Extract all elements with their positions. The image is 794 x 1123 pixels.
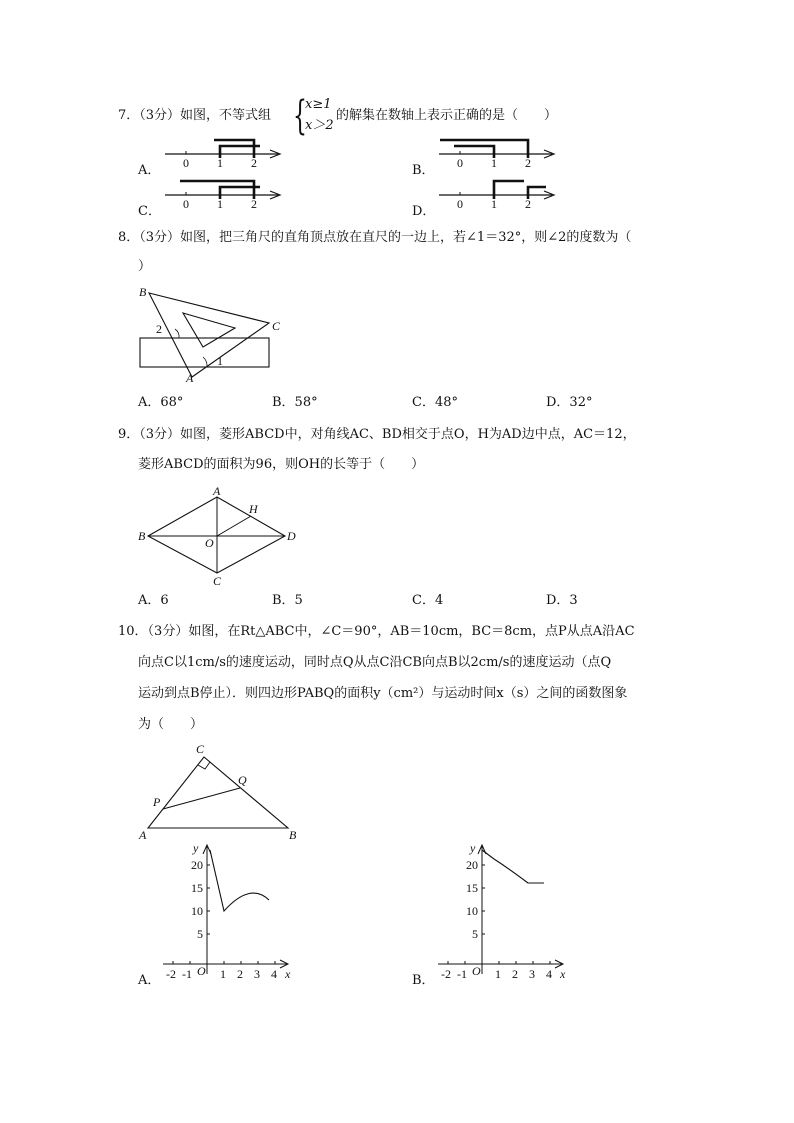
q10-right-triangle-figure	[135, 740, 305, 840]
x-tick-4: 4	[271, 967, 277, 981]
tick-0: 0	[183, 156, 189, 170]
system-brace: {	[293, 93, 307, 139]
label-A: A	[186, 371, 194, 385]
tick-0: 0	[183, 197, 189, 211]
ruler	[140, 338, 269, 367]
q8-choice-a[interactable]: A．68°	[138, 395, 184, 410]
y-tick-20: 20	[191, 858, 203, 872]
q10-stem-line2: 向点C以1cm/s的速度运动，同时点Q从点C沿CB向点B以2cm/s的速度运动（点Q	[138, 655, 612, 670]
x-tick-2: 2	[237, 967, 243, 981]
q9-choice-d[interactable]: D．3	[546, 593, 578, 608]
q8-ruler-triangle-figure	[135, 283, 285, 383]
tick-1: 1	[491, 156, 497, 170]
tick-2: 2	[251, 197, 257, 211]
x-tick-neg1: -1	[182, 967, 192, 981]
q8-stem-line2: ）	[138, 259, 152, 274]
graph-b-curve	[482, 850, 544, 883]
label-P: P	[153, 795, 161, 809]
triangle-abc	[148, 757, 288, 828]
q7-number-line-c	[160, 175, 300, 215]
x-tick-4: 4	[546, 967, 552, 981]
q8-stem-line1: 8．（3分）如图，把三角尺的直角顶点放在直尺的一边上，若∠1＝32°，则∠2的度数为（	[118, 230, 632, 245]
segment-oh	[217, 516, 251, 536]
y-label: y	[470, 841, 476, 855]
origin-label: O	[197, 964, 206, 978]
x-tick-3: 3	[529, 967, 535, 981]
label-C: C	[196, 742, 205, 756]
q7-number-line-b	[434, 134, 574, 174]
q7-system-line1: x≥1	[305, 97, 332, 112]
label-D: D	[287, 529, 296, 543]
x-tick-2: 2	[512, 967, 518, 981]
y-tick-20: 20	[466, 858, 478, 872]
q7-option-c-label: C．	[138, 204, 161, 219]
q7-system-line2: x＞2	[305, 118, 334, 133]
q9-choice-c[interactable]: C．4	[412, 593, 444, 608]
label-B: B	[138, 529, 146, 543]
x-tick-neg2: -2	[441, 967, 451, 981]
q10-stem-line3: 运动到点B停止）．则四边形PABQ的面积y（cm²）与运动时间x（s）之间的函数图象	[138, 686, 628, 701]
tick-1: 1	[217, 197, 223, 211]
label-A: A	[213, 484, 221, 498]
q7-stem-end: 的解集在数轴上表示正确的是（ ）	[336, 108, 558, 123]
x-tick-1: 1	[220, 967, 226, 981]
tick-0: 0	[457, 156, 463, 170]
label-Q: Q	[238, 773, 247, 787]
x-tick-3: 3	[254, 967, 260, 981]
y-tick-5: 5	[197, 927, 203, 941]
tick-1: 1	[217, 156, 223, 170]
q10-option-a-label: A．	[138, 973, 161, 988]
y-tick-10: 10	[466, 904, 478, 918]
label-O: O	[205, 536, 214, 550]
x-label: x	[560, 967, 566, 981]
q10-option-b-label: B．	[412, 973, 435, 988]
q9-stem-line2: 菱形ABCD的面积为96，则OH的长等于（ ）	[138, 457, 425, 472]
label-B: B	[289, 828, 297, 842]
y-tick-15: 15	[191, 881, 203, 895]
q9-choice-b[interactable]: B．5	[272, 593, 303, 608]
q7-number-line-d	[434, 175, 574, 215]
q9-stem-line1: 9．（3分）如图，菱形ABCD中，对角线AC、BD相交于点O，H为AD边中点，AC＝12，	[118, 427, 636, 442]
label-H: H	[249, 502, 258, 516]
tick-1: 1	[491, 197, 497, 211]
q10-stem-line4: 为（ ）	[138, 717, 204, 732]
label-B: B	[139, 285, 147, 299]
q10-graph-a	[155, 840, 315, 981]
set-square-inner	[183, 313, 235, 347]
y-label: y	[193, 841, 199, 855]
q8-choice-b[interactable]: B．58°	[272, 395, 318, 410]
tick-2: 2	[525, 197, 531, 211]
y-tick-5: 5	[472, 927, 478, 941]
tick-0: 0	[457, 197, 463, 211]
label-C: C	[213, 574, 222, 588]
q7-option-b-label: B．	[412, 163, 435, 178]
set-square	[149, 293, 269, 377]
q7-option-a-label: A．	[138, 163, 161, 178]
q8-choice-c[interactable]: C．48°	[412, 395, 458, 410]
x-tick-neg2: -2	[166, 967, 176, 981]
graph-a-curve	[210, 850, 269, 911]
x-tick-1: 1	[495, 967, 501, 981]
origin-label: O	[472, 964, 481, 978]
x-label: x	[285, 967, 291, 981]
label-A: A	[139, 828, 147, 842]
q7-option-d-label: D．	[412, 204, 436, 219]
segment-pq	[163, 788, 240, 809]
tick-2: 2	[251, 156, 257, 170]
angle-1-label: 1	[217, 354, 223, 368]
angle-2-label: 2	[156, 322, 162, 336]
y-tick-10: 10	[191, 904, 203, 918]
q10-graph-b	[430, 840, 590, 981]
x-tick-neg1: -1	[457, 967, 467, 981]
q7-stem-start: 7．（3分）如图，不等式组	[118, 108, 272, 123]
q9-rhombus-figure	[135, 484, 305, 588]
q10-stem-line1: 10．（3分）如图，在Rt△ABC中，∠C＝90°，AB＝10cm，BC＝8cm，点P从点A沿AC	[118, 624, 635, 639]
q7-number-line-a	[160, 134, 300, 174]
q9-choice-a[interactable]: A．6	[138, 593, 169, 608]
q8-choice-d[interactable]: D．32°	[546, 395, 593, 410]
y-tick-15: 15	[466, 881, 478, 895]
tick-2: 2	[525, 156, 531, 170]
label-C: C	[272, 319, 281, 333]
